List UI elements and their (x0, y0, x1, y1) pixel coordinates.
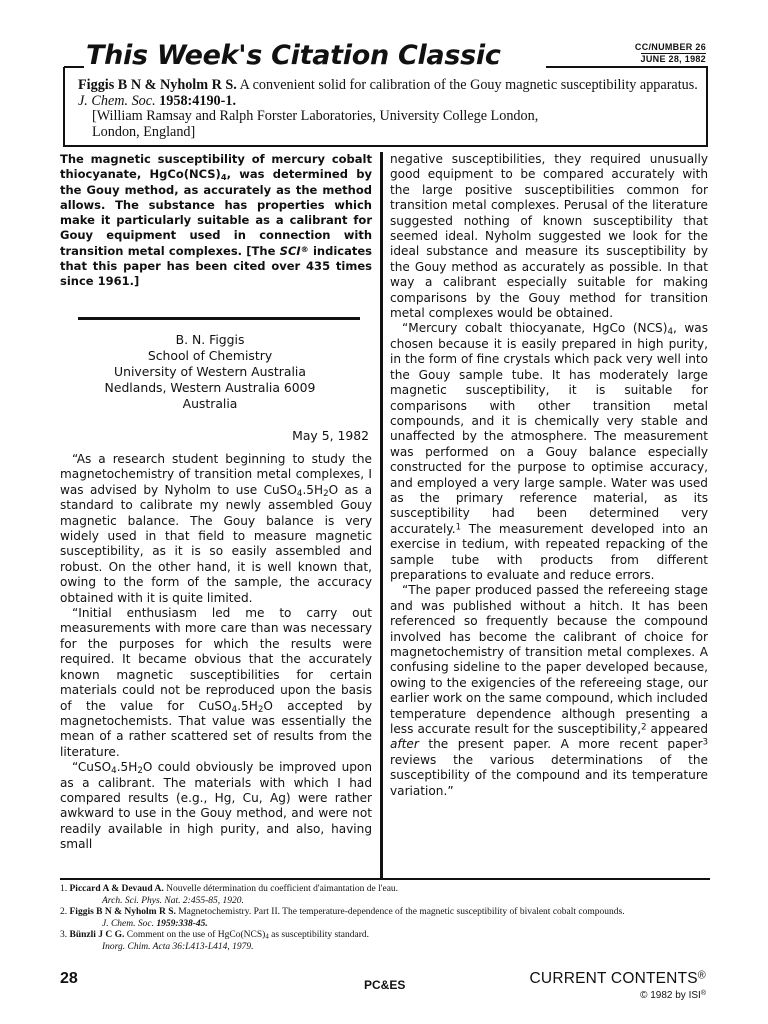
column-divider (380, 152, 383, 879)
section-divider (78, 317, 360, 320)
citation-affiliation-1: [William Ramsay and Ralph Forster Laboratories, University College London, (92, 108, 539, 124)
left-column (60, 152, 372, 290)
body-paragraph-3-cont: negative susceptibilities, they required unusually good equipment to be compared accurately with the large positive susceptibilities common for transition metal complexes. Perusal of the literature suggested nothing of known susceptibility that seemed ideal. Nyholm suggested we look for the ideal substance and measure its susceptibility by the Gouy method as accurately as possible. In that way a calibrant especially suitable for making comparisons by the Gouy method for transition metal complexes would be obtained. (390, 152, 708, 321)
page-title: This Week's Citation Classic (86, 40, 501, 71)
reference-item: 3. Bünzli J C G. Comment on the use of $HgCo(NCS)_4$ as susceptibility standard. Inorg. Chim. Acta 36:L413-L414, 1979. (60, 930, 370, 952)
cc-number: CC/NUMBER 26 (634, 42, 706, 52)
citation-block (78, 78, 698, 140)
body-right (390, 152, 708, 799)
body-paragraph-5: “The paper produced passed the refereeing stage and was published without a hitch. It has been referenced so frequently because the compound involved has become the calibrant of choice for magnetochemistry of transition metal complexes. A confusing sideline to the paper developed because, owing to the exigencies of the refereeing stage, our earlier work on the same compound, which included temperature dependence although presenting a less accurate result for the susceptibility,$^2$ appeared after the present paper. A more recent paper$^3$ reviews the various determinations of the susceptibility of the compound and its temperature variation.” (390, 583, 708, 798)
citation-journal: J. Chem. Soc. (78, 92, 156, 109)
body-paragraph-4: “Mercury cobalt thiocyanate, HgCo $(NCS)_4$, was chosen because it is easily prepared in high purity, in the form of fine crystals which pack very well into the Gouy sample tube. It has moderately large magnetic susceptibility, it is suitable for comparisons with other transition metal compounds, and it is chemically very stable and unaffected by the atmosphere. The measurement was performed on a Gouy balance especially constructed for the purpose to optimise accuracy, and employed a very large sample. Water was used as the primary reference material, as its susceptibility had been determined very accurately.$^1$ The measurement developed into an exercise in tedium, with repeated repacking of the sample tube with products from different preparations to evaluate and reduce errors. (390, 321, 709, 582)
body-paragraph-3: “$CuSO_4.5H_2O$ could obviously be improved upon as a calibrant. The materials with which I had compared results (e.g., Hg, Cu, Ag) were rather awkward to use in the Gouy method, and were not readily available in high purity, and also, having small (60, 760, 372, 852)
author-address (62, 332, 358, 412)
letter-date: May 5, 1982 (292, 428, 369, 443)
citation-title: A convenient solid for calibration of the Gouy magnetic susceptibility apparatus. (239, 77, 698, 93)
body-paragraph-1: “As a research student beginning to study the magnetochemistry of transition metal complexes, I was advised by Nyholm to use $CuSO_4.5H_2O$ as a standard to calibrate my newly assembled Gouy magnetic balance. The Gouy balance is very widely used in that field to measure magnetic susceptibility, as it is so easily assembled and robust. On the other hand, it is well known that, owing to the form of the sample, the accuracy obtained with it is quite limited. (60, 452, 372, 605)
citation-authors: Figgis B N & Nyholm R S. (78, 77, 237, 93)
issue-date: JUNE 28, 1982 (640, 54, 706, 64)
author-university: University of Western Australia (114, 364, 306, 379)
abstract: The magnetic susceptibility of mercury cobalt thiocyanate, $HgCo(NCS)_4$, was determined by the Gouy method, as accurately as the method allows. The substance has properties which make it particularly suitable as a calibrant for Gouy equipment used in connection with transition metal complexes. [The SCI® indicates that this paper has been cited over 435 times since 1961.] (60, 152, 373, 289)
body-paragraph-2: “Initial enthusiasm led me to carry out measurements with more care than was necessary for the purposes for which the results were required. It became obvious that the accurately known magnetic susceptibilities for certain materials could not be reproduced upon the basis of the value for $CuSO_4.5H_2O$ accepted by magnetochemists. That value was essentially the mean of a rather scattered set of results from the literature. (60, 606, 372, 759)
citation-volume: 1958:4190-1. (159, 92, 237, 109)
references (60, 884, 720, 953)
reference-item: 1. Piccard A & Devaud A. Nouvelle détermination du coefficient d'aimantation de l'eau. Arch. Sci. Phys. Nat. 2:455-85, 1920. (60, 884, 399, 906)
author-country: Australia (182, 396, 238, 411)
author-city: Nedlands, Western Australia 6009 (104, 380, 316, 395)
issue-number (598, 42, 706, 65)
body-left (60, 452, 372, 853)
publication-name: CURRENT CONTENTS® (529, 969, 706, 987)
citation-affiliation-2: London, England] (92, 123, 196, 140)
reference-item: 2. Figgis B N & Nyholm R S. Magnetochemistry. Part II. The temperature-dependence of the magnetic susceptibility of bivalent cobalt compounds. J. Chem. Soc. 1959:338-45. (60, 907, 625, 929)
section-label: PC&ES (364, 978, 406, 992)
page-number: 28 (60, 970, 78, 987)
copyright: © 1982 by ISI® (640, 990, 706, 1001)
author-name: B. N. Figgis (175, 332, 245, 347)
author-dept: School of Chemistry (147, 348, 273, 363)
columns-bottom-rule (60, 878, 710, 880)
